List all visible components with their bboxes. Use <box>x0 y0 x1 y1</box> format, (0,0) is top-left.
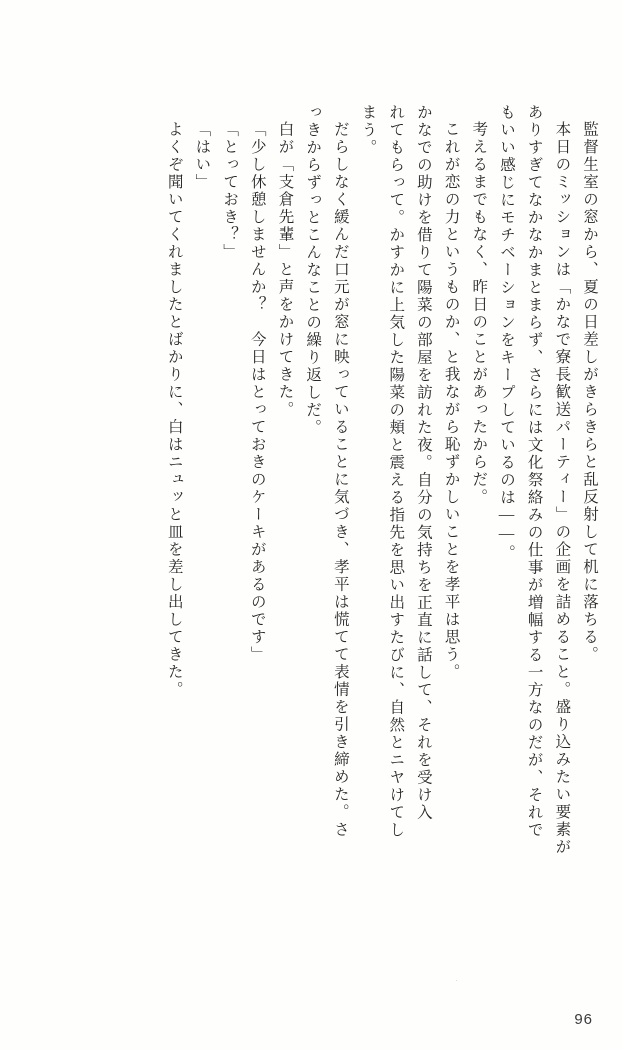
page-artifact: · <box>455 975 458 985</box>
page-number: 96 <box>574 1011 593 1028</box>
text-line: もいい感じにモチベーションをキープしているのは——。 <box>497 104 515 562</box>
text-line: 本日のミッションは「かなで寮長歓送パーティー」の企画を詰めること。盛り込みたい要素が <box>553 121 571 856</box>
text-line: 「少し休憩しませんか？ 今日はとっておきのケーキがあるのです」 <box>248 121 266 664</box>
text-line: 監督生室の窓から、夏の日差しがきらきらと乱反射して机に落ちる。 <box>581 121 598 664</box>
text-line: 白が「支倉先輩」と声をかけてきた。 <box>276 121 294 419</box>
text-line: ありすぎてなかなかまとまらず、さらには文化祭絡みの仕事が増幅する一方なのだが、それで <box>525 104 543 839</box>
text-line: よくぞ聞いてくれましたとばかりに、白はニュッと皿を差し出してきた。 <box>165 121 183 699</box>
text-line: まう。 <box>359 104 377 157</box>
vertical-text-block <box>154 104 597 984</box>
text-line: 「とっておき？」 <box>221 121 239 261</box>
text-line: っきからずっとこんなことの繰り返しだ。 <box>304 104 322 437</box>
text-line: かなでの助けを借りて陽菜の部屋を訪れた夜。自分の気持ちを正直に話して、それを受け入 <box>414 104 432 822</box>
text-line: だらしなく緩んだ口元が窓に映っていることに気づき、孝平は慌てて表情を引き締めた。さ <box>331 121 349 839</box>
text-line: れてもらって。かすかに上気した陽菜の頬と震える指先を思い出すたびに、自然とニヤけてし <box>387 104 405 839</box>
text-line: 「はい」 <box>193 121 211 191</box>
text-line: 考えるまでもなく、昨日のことがあったからだ。 <box>470 121 488 506</box>
text-line: これが恋の力というものか、と我ながら恥ずかしいことを孝平は思う。 <box>442 121 460 681</box>
